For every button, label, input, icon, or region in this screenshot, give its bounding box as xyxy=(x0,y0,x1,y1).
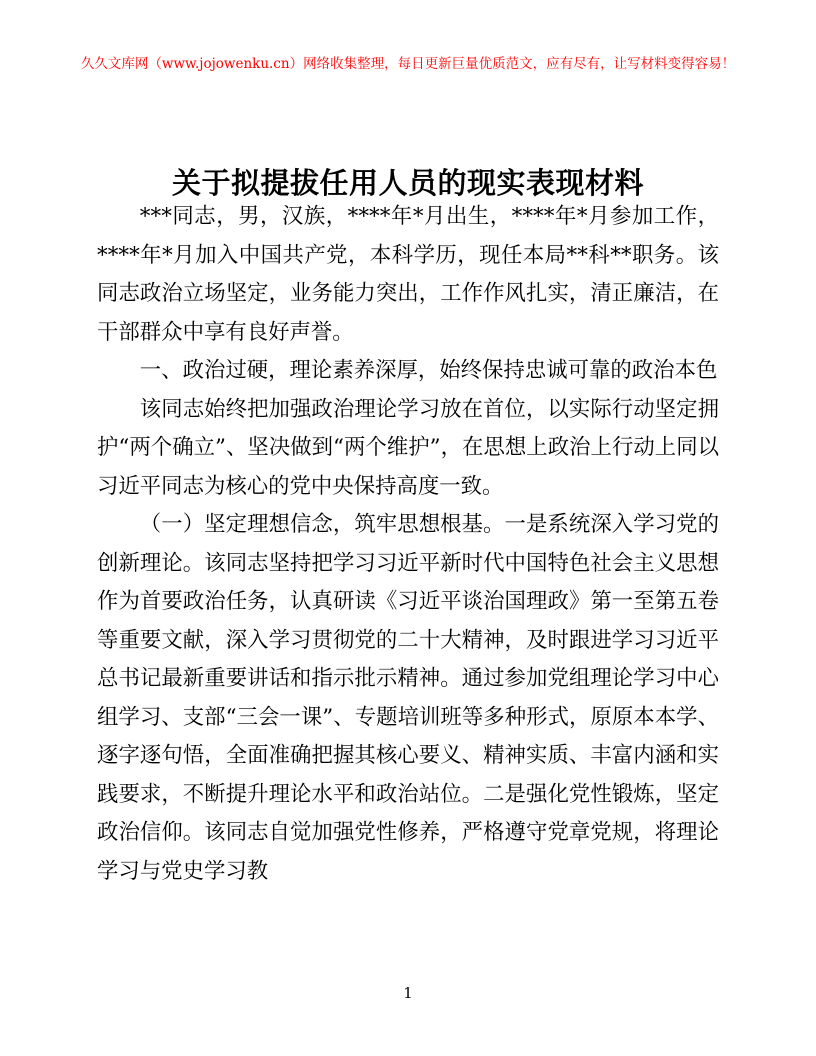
paragraph-political-stance: 该同志始终把加强政治理论学习放在首位，以实际行动坚定拥护“两个确立”、坚决做到“两个维护”，在思想上政治上行动上同以习近平同志为核心的党中央保持高度一致。 xyxy=(97,396,719,499)
page-number: 1 xyxy=(403,984,413,1002)
section-heading-1: 一、政治过硬，理论素养深厚，始终保持忠诚可靠的政治本色 xyxy=(139,358,718,383)
paragraph-intro: ***同志，男，汉族，****年*月出生，****年*月参加工作，****年*月加入中国共产党，本科学历，现任本局**科**职务。该同志政治立场坚定，业务能力突出，工作作风扎实，清正廉洁，在干部群众中享有良好声誉。 xyxy=(97,204,719,345)
site-watermark-header: 久久文库网（www.jojowenku.cn）网络收集整理，每日更新巨量优质范文，应有尽有，让写材料变得容易！ xyxy=(80,56,736,72)
document-body xyxy=(97,198,719,891)
paragraph-ideals-and-study: （一）坚定理想信念，筑牢思想根基。一是系统深入学习党的创新理论。该同志坚持把学习习近平新时代中国特色社会主义思想作为首要政治任务，认真研读《习近平谈治国理政》第一至第五卷等重要文献，深入学习贯彻党的二十大精神，及时跟进学习习近平总书记最新重要讲话和指示批示精神。通过参加党组理论学习中心组学习、支部“三会一课”、专题培训班等多种形式，原原本本学、逐字逐句悟，全面准确把握其核心要义、精神实质、丰富内涵和实践要求，不断提升理论水平和政治站位。二是强化党性锻炼，坚定政治信仰。该同志自觉加强党性修养，严格遵守党章党规，将理论学习与党史学习教 xyxy=(97,512,719,884)
document-title: 关于拟提拔任用人员的现实表现材料 xyxy=(171,166,644,201)
